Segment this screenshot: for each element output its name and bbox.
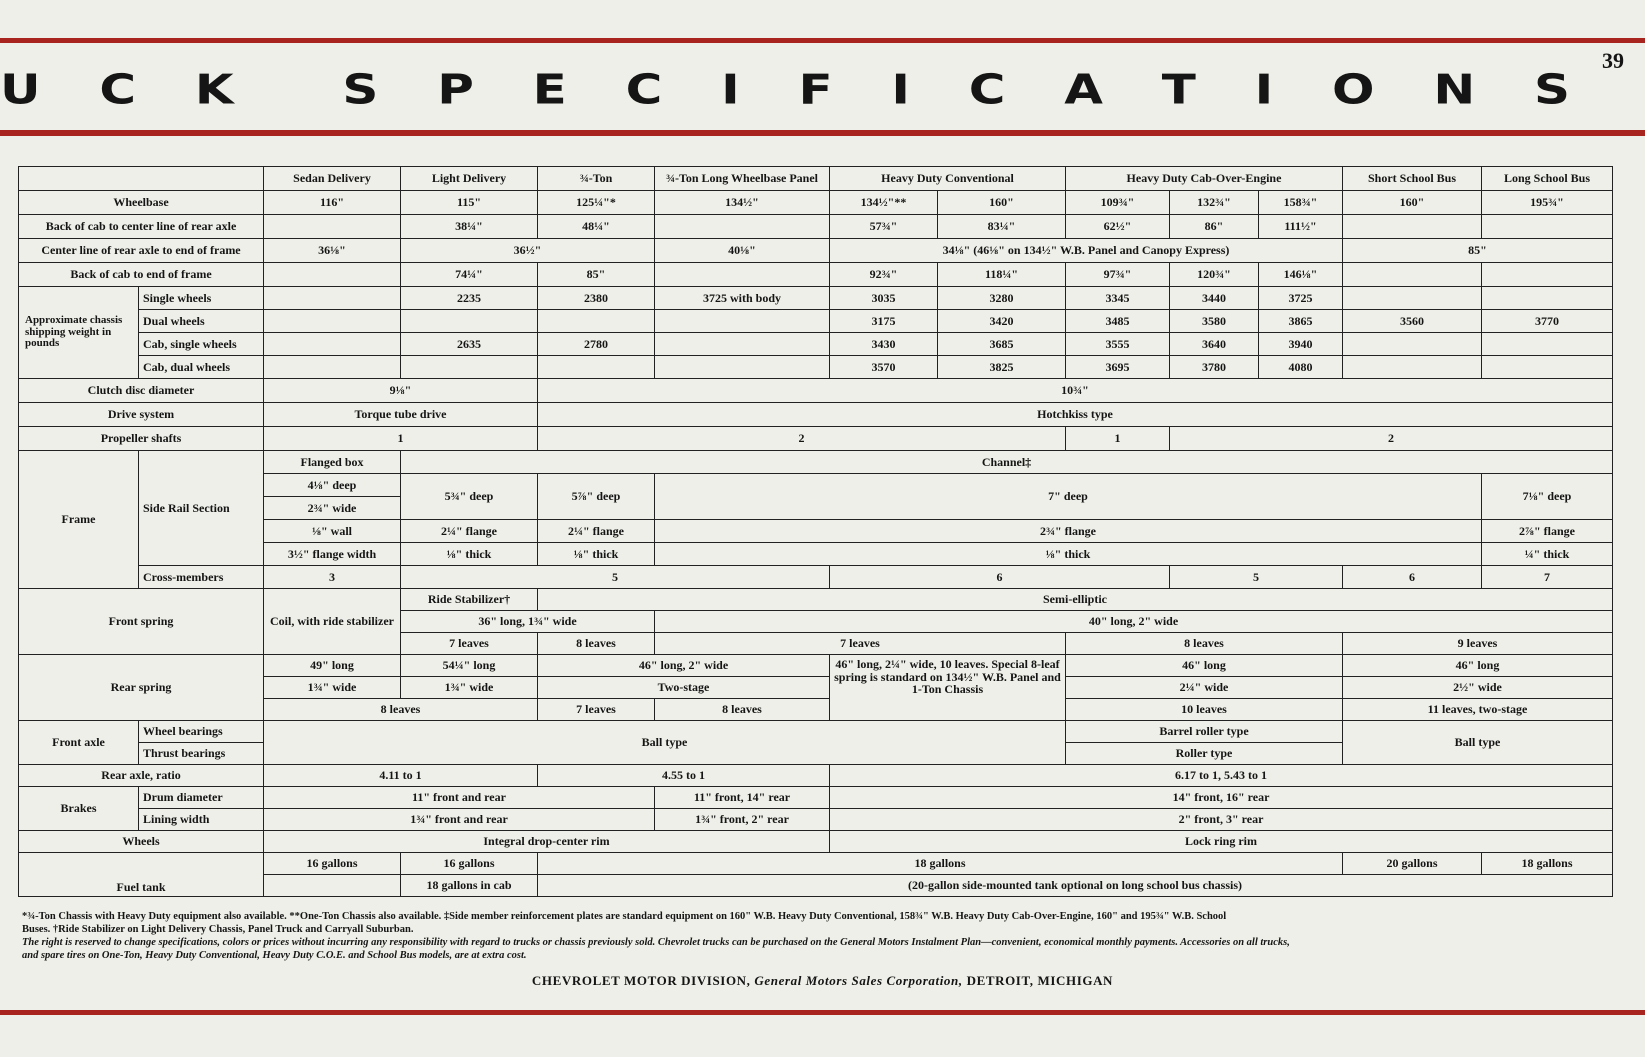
cell: 46" long, 2¼" wide, 10 leaves. Special 8-leaf spring is standard on 134½" W.B. Panel and 1-Ton Chassis — [830, 655, 1066, 721]
cell: 3640 — [1170, 333, 1259, 356]
cell: 46" long — [1066, 655, 1343, 677]
cell: 3555 — [1066, 333, 1170, 356]
city-name: DETROIT, MICHIGAN — [966, 973, 1114, 988]
title-letter: I — [721, 65, 740, 114]
row-group-label: Approximate chassis shipping weight in pounds — [19, 287, 139, 379]
cell: Flanged box — [264, 451, 401, 474]
cell: 46" long — [1343, 655, 1613, 677]
footnote-line: Buses. †Ride Stabilizer on Light Delivery Chassis, Panel Truck and Carryall Suburban. — [22, 924, 414, 936]
publisher-footer — [0, 973, 1645, 989]
title-letter: I — [1254, 65, 1274, 114]
cell: 118¼" — [938, 263, 1066, 287]
cell: 11" front and rear — [264, 787, 655, 809]
cell: 2235 — [401, 287, 538, 310]
column-header-row — [19, 167, 1613, 191]
cell: 34⅛" (46⅛" on 134½" W.B. Panel and Canopy Express) — [830, 239, 1343, 263]
title-letter: K — [194, 65, 234, 114]
cell: 3035 — [830, 287, 938, 310]
cell: 3865 — [1259, 310, 1343, 333]
cell: 3570 — [830, 356, 938, 379]
cell: 2 — [1170, 427, 1613, 451]
cell: 5¾" deep — [401, 474, 538, 520]
cell: ¼" thick — [1482, 543, 1613, 566]
cell: 2¾" wide — [264, 497, 401, 520]
cell: 8 leaves — [655, 699, 830, 721]
cell: Ball type — [1343, 721, 1613, 765]
cell: 18 gallons — [538, 853, 1343, 875]
cell: ⅛" wall — [264, 520, 401, 543]
cell: 146⅛" — [1259, 263, 1343, 287]
title-letter: O — [1332, 65, 1375, 114]
cell: 2¼" flange — [538, 520, 655, 543]
cell: 16 gallons — [401, 853, 538, 875]
cell: 92¾" — [830, 263, 938, 287]
page-title — [0, 65, 1570, 114]
cell: 195¾" — [1482, 191, 1613, 215]
title-letter: S — [1533, 65, 1570, 114]
table-row — [19, 403, 1613, 427]
row-label: Wheels — [19, 831, 264, 853]
title-underline — [0, 130, 1645, 136]
row-label: Front spring — [19, 589, 264, 655]
cell: 132¾" — [1170, 191, 1259, 215]
table-row — [19, 787, 1613, 809]
cell: 3725 with body — [655, 287, 830, 310]
cell: 5 — [1170, 566, 1343, 589]
cell: 3780 — [1170, 356, 1259, 379]
cell: 1 — [1066, 427, 1170, 451]
cell: 6 — [1343, 566, 1482, 589]
table-row — [19, 655, 1613, 677]
cell: 2¼" flange — [401, 520, 538, 543]
cell: 40⅛" — [655, 239, 830, 263]
cell: 160" — [1343, 191, 1482, 215]
row-label: Thrust bearings — [139, 743, 264, 765]
cell: 8 leaves — [264, 699, 538, 721]
table-row — [19, 263, 1613, 287]
cell: 125¼"* — [538, 191, 655, 215]
title-letter: C — [968, 65, 1006, 114]
cell: 5 — [401, 566, 830, 589]
cell: Ride Stabilizer† — [401, 589, 538, 611]
title-letter: T — [1161, 65, 1196, 114]
cell: 2 — [538, 427, 1066, 451]
table-row — [19, 191, 1613, 215]
table-row — [19, 239, 1613, 263]
cell: 116" — [264, 191, 401, 215]
table-row — [19, 356, 1613, 379]
row-label: Brakes — [19, 787, 139, 831]
cell: 7 — [1482, 566, 1613, 589]
cell: 2" front, 3" rear — [830, 809, 1613, 831]
cell: ⅛" thick — [655, 543, 1482, 566]
cell: Barrel roller type — [1066, 721, 1343, 743]
cell: Lock ring rim — [830, 831, 1613, 853]
cell: 3280 — [938, 287, 1066, 310]
cell: 3725 — [1259, 287, 1343, 310]
cell: 3485 — [1066, 310, 1170, 333]
cell: 2¼" wide — [1066, 677, 1343, 699]
cell: 1¾" wide — [401, 677, 538, 699]
cell: 6 — [830, 566, 1170, 589]
cell: 83¼" — [938, 215, 1066, 239]
row-label: Cab, dual wheels — [139, 356, 264, 379]
cell: 2780 — [538, 333, 655, 356]
cell: 7" deep — [655, 474, 1482, 520]
row-label: Drive system — [19, 403, 264, 427]
cell: ⅛" thick — [401, 543, 538, 566]
footnote-line: and spare tires on One-Ton, Heavy Duty Conventional, Heavy Duty C.O.E. and School Bus models, are at extra cost. — [22, 950, 527, 962]
cell: 2635 — [401, 333, 538, 356]
cell: 158¾" — [1259, 191, 1343, 215]
division-name: CHEVROLET MOTOR DIVISION, — [531, 973, 751, 988]
top-rule — [0, 38, 1645, 43]
cell: 2380 — [538, 287, 655, 310]
cell: 62½" — [1066, 215, 1170, 239]
table-row — [19, 451, 1613, 474]
cell: 85" — [538, 263, 655, 287]
table-row — [19, 287, 1613, 310]
cell: 36½" — [401, 239, 655, 263]
table-row — [19, 427, 1613, 451]
cell: 3175 — [830, 310, 938, 333]
cell: 7 leaves — [538, 699, 655, 721]
row-label: Dual wheels — [139, 310, 264, 333]
cell: 46" long, 2" wide — [538, 655, 830, 677]
row-label: Back of cab to center line of rear axle — [19, 215, 264, 239]
cell: Ball type — [264, 721, 1066, 765]
col-header: ¾-Ton Long Wheelbase Panel — [655, 167, 830, 191]
footnote-line: The right is reserved to change specifications, colors or prices without incurring any responsibility with regard to trucks or chassis previously sold. Chevrolet trucks can be purchased on the General Motors Instalment Plan—convenient, economical monthly payments. Accessories on all trucks, — [22, 937, 1290, 949]
cell: 97¾" — [1066, 263, 1170, 287]
row-label: Rear axle, ratio — [19, 765, 264, 787]
title-letter: N — [1433, 65, 1476, 114]
cell: 7⅛" deep — [1482, 474, 1613, 520]
col-header: Heavy Duty Conventional — [830, 167, 1066, 191]
cell: 20 gallons — [1343, 853, 1482, 875]
cell: 85" — [1343, 239, 1613, 263]
table-row — [19, 765, 1613, 787]
cell: 3770 — [1482, 310, 1613, 333]
row-label: Wheel bearings — [139, 721, 264, 743]
corporation-name: General Motors Sales Corporation, — [754, 973, 963, 988]
title-letter: I — [891, 65, 910, 114]
cell: 4⅛" deep — [264, 474, 401, 497]
row-label: Single wheels — [139, 287, 264, 310]
cell: 3580 — [1170, 310, 1259, 333]
cell: 5⅞" deep — [538, 474, 655, 520]
cell: 74¼" — [401, 263, 538, 287]
cell: Hotchkiss type — [538, 403, 1613, 427]
title-letter: E — [532, 65, 567, 114]
cell: 2¾" flange — [655, 520, 1482, 543]
cell: Roller type — [1066, 743, 1343, 765]
table-row — [19, 589, 1613, 611]
cell: 3940 — [1259, 333, 1343, 356]
cell: 16 gallons — [264, 853, 401, 875]
cell: 18 gallons in cab — [401, 875, 538, 897]
title-letter: U — [0, 65, 41, 114]
cell: Two-stage — [538, 677, 830, 699]
cell: 40" long, 2" wide — [655, 611, 1613, 633]
cell: 3440 — [1170, 287, 1259, 310]
cell: 4.11 to 1 — [264, 765, 538, 787]
table-row — [19, 853, 1613, 875]
col-header: Short School Bus — [1343, 167, 1482, 191]
cell: Integral drop-center rim — [264, 831, 830, 853]
cell: 6.17 to 1, 5.43 to 1 — [830, 765, 1613, 787]
cell: 18 gallons — [1482, 853, 1613, 875]
cell: 7 leaves — [655, 633, 1066, 655]
footnotes — [22, 910, 1617, 963]
cell: 3420 — [938, 310, 1066, 333]
cell: 3345 — [1066, 287, 1170, 310]
table-row — [19, 831, 1613, 853]
bottom-rule — [0, 1010, 1645, 1015]
cell: 3½" flange width — [264, 543, 401, 566]
table-row — [19, 721, 1613, 743]
cell: 36⅛" — [264, 239, 401, 263]
table-row — [19, 310, 1613, 333]
cell: 3430 — [830, 333, 938, 356]
row-label: Cross-members — [139, 566, 264, 589]
cell: 11" front, 14" rear — [655, 787, 830, 809]
table-row — [19, 566, 1613, 589]
table-row — [19, 379, 1613, 403]
table-row — [19, 215, 1613, 239]
specifications-table — [18, 166, 1613, 897]
cell: 9 leaves — [1343, 633, 1613, 655]
cell: 134½"** — [830, 191, 938, 215]
row-label: Clutch disc diameter — [19, 379, 264, 403]
cell: ⅛" thick — [538, 543, 655, 566]
row-label: Propeller shafts — [19, 427, 264, 451]
cell: 3560 — [1343, 310, 1482, 333]
col-header: Heavy Duty Cab-Over-Engine — [1066, 167, 1343, 191]
cell: 111½" — [1259, 215, 1343, 239]
cell: 9⅛" — [264, 379, 538, 403]
row-label: Wheelbase — [19, 191, 264, 215]
cell: 10¾" — [538, 379, 1613, 403]
cell: 10 leaves — [1066, 699, 1343, 721]
row-label: Rear spring — [19, 655, 264, 721]
row-label: Front axle — [19, 721, 139, 765]
cell: 1 — [264, 427, 538, 451]
row-label: Cab, single wheels — [139, 333, 264, 356]
title-letter: C — [99, 65, 137, 114]
footnote-line: *¾-Ton Chassis with Heavy Duty equipment also available. **One-Ton Chassis also available. ‡Side member reinforcement plates are standard equipment on 160" W.B. Heavy Duty Conventional, 158¾" W.B. Heavy Duty Cab-Over-Engine, 160" and 195¾" W.B. School — [22, 911, 1227, 922]
row-label: Back of cab to end of frame — [19, 263, 264, 287]
cell: 7 leaves — [401, 633, 538, 655]
cell: 4.55 to 1 — [538, 765, 830, 787]
cell: 14" front, 16" rear — [830, 787, 1613, 809]
col-header: ¾-Ton — [538, 167, 655, 191]
col-header: Long School Bus — [1482, 167, 1613, 191]
cell: Channel‡ — [401, 451, 1613, 474]
title-letter: C — [625, 65, 663, 114]
title-letter: F — [798, 65, 833, 114]
cell: 3825 — [938, 356, 1066, 379]
cell: 11 leaves, two-stage — [1343, 699, 1613, 721]
cell: 86" — [1170, 215, 1259, 239]
cell: 1¾" wide — [264, 677, 401, 699]
cell: 2⅞" flange — [1482, 520, 1613, 543]
row-label: Center line of rear axle to end of frame — [19, 239, 264, 263]
row-label: Lining width — [139, 809, 264, 831]
cell: 2½" wide — [1343, 677, 1613, 699]
table-row — [19, 333, 1613, 356]
cell: 48¼" — [538, 215, 655, 239]
cell: 57¾" — [830, 215, 938, 239]
col-header: Sedan Delivery — [264, 167, 401, 191]
cell: (20-gallon side-mounted tank optional on long school bus chassis) — [538, 875, 1613, 897]
cell: Torque tube drive — [264, 403, 538, 427]
cell: 54¼" long — [401, 655, 538, 677]
cell: 3685 — [938, 333, 1066, 356]
cell: 160" — [938, 191, 1066, 215]
cell: Coil, with ride stabilizer — [264, 589, 401, 655]
cell: 8 leaves — [1066, 633, 1343, 655]
title-letter: S — [342, 65, 379, 114]
cell: 8 leaves — [538, 633, 655, 655]
cell: 120¾" — [1170, 263, 1259, 287]
cell: Semi-elliptic — [538, 589, 1613, 611]
cell: 1¾" front and rear — [264, 809, 655, 831]
col-header: Light Delivery — [401, 167, 538, 191]
cell: 38¼" — [401, 215, 538, 239]
title-letter: P — [437, 65, 474, 114]
cell: 134½" — [655, 191, 830, 215]
cell: 4080 — [1259, 356, 1343, 379]
cell: 115" — [401, 191, 538, 215]
cell: 36" long, 1¾" wide — [401, 611, 655, 633]
page-number: 39 — [1602, 48, 1624, 73]
title-letter: A — [1064, 65, 1103, 114]
row-label: Drum diameter — [139, 787, 264, 809]
cell: 1¾" front, 2" rear — [655, 809, 830, 831]
cell: 49" long — [264, 655, 401, 677]
side-rail-label: Side Rail Section — [139, 451, 264, 566]
cell: 3695 — [1066, 356, 1170, 379]
cell: 109¾" — [1066, 191, 1170, 215]
row-label: Frame — [19, 451, 139, 589]
table-row — [19, 809, 1613, 831]
row-label: Fuel tank — [19, 853, 264, 897]
cell: 3 — [264, 566, 401, 589]
